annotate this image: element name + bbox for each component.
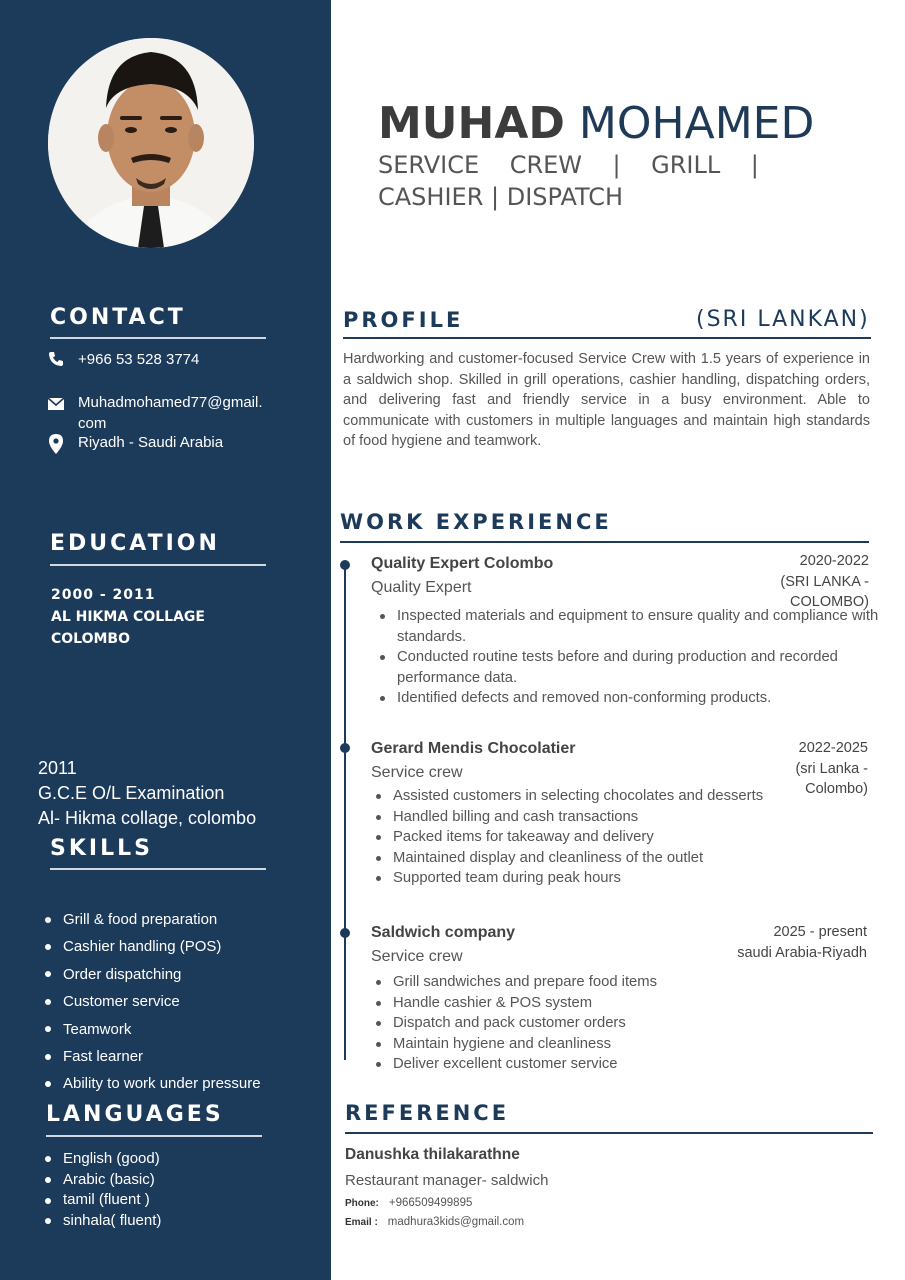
reference-phone[interactable]: +966509499895: [388, 1197, 473, 1209]
last-name: MOHAMED: [578, 98, 815, 149]
education-entry-1: [51, 584, 205, 650]
education-school-line-1: AL HIKMA COLLAGE: [51, 609, 205, 625]
email-line-2: com: [78, 415, 107, 432]
bullet-icon: [45, 1198, 51, 1204]
job-date-line: 2020-2022: [799, 553, 869, 569]
skill-item: [45, 906, 261, 933]
bullet-icon: [45, 999, 51, 1005]
work-experience-divider: [340, 541, 869, 543]
work-experience-heading: WORK EXPERIENCE: [340, 510, 612, 534]
timeline-dot: [340, 928, 350, 938]
contact-heading: CONTACT: [50, 305, 186, 330]
skills-list: [45, 906, 261, 1098]
job-date: [780, 551, 869, 613]
timeline-dot: [340, 560, 350, 570]
profile-divider: [343, 337, 871, 339]
mail-icon: [48, 392, 78, 416]
job-date-line: (SRI LANKA -: [780, 573, 869, 590]
job-role: Service crew: [371, 764, 463, 781]
location-pin-icon: [48, 434, 78, 458]
job-duty: Handled billing and cash transactions: [376, 807, 796, 828]
job-date-line: 2025 - present: [773, 924, 867, 940]
skill-item: [45, 1070, 261, 1097]
language-label: Arabic (basic): [63, 1170, 155, 1188]
job-role: Quality Expert: [371, 579, 472, 596]
reference-heading: REFERENCE: [345, 1101, 510, 1125]
education-school-line-2: COLOMBO: [51, 631, 131, 647]
job-duty: Deliver excellent customer service: [376, 1054, 796, 1075]
job-company: Gerard Mendis Chocolatier: [371, 740, 576, 757]
contact-phone-row: [48, 351, 199, 371]
skill-label: Order dispatching: [63, 965, 182, 983]
bullet-icon: [45, 1054, 51, 1060]
skill-label: Grill & food preparation: [63, 911, 218, 928]
education-entry-2: [38, 756, 256, 831]
job-duty: Handle cashier & POS system: [376, 993, 796, 1014]
job-date: [737, 922, 867, 963]
job-date-line: (sri Lanka -: [795, 760, 868, 777]
education-years: 2000 - 2011: [51, 587, 156, 603]
job-date-line: COLOMBO): [790, 594, 869, 610]
job-duties: [380, 606, 880, 709]
skill-label: Ability to work under pressure: [63, 1075, 261, 1093]
bullet-icon: [45, 1026, 51, 1032]
bullet-icon: [45, 1177, 51, 1183]
job-role: Service crew: [371, 948, 463, 965]
contact-location-row: [48, 434, 223, 458]
email-line-1: Muhadmohamed77@gmail.: [78, 394, 263, 411]
skill-item: [45, 1043, 261, 1070]
portrait-image: [48, 38, 254, 248]
job-duty: Maintained display and cleanliness of the outlet: [376, 848, 796, 869]
skills-heading: SKILLS: [50, 836, 153, 861]
candidate-name: [378, 98, 814, 149]
education-exam: G.C.E O/L Examination: [38, 783, 225, 803]
reference-phone-row: [345, 1197, 472, 1209]
reference-email-row: [345, 1216, 524, 1228]
education-school-2: Al- Hikma collage, colombo: [38, 808, 257, 828]
languages-list: [45, 1149, 161, 1232]
nationality: (SRI LANKAN): [696, 307, 870, 332]
job-duty: Dispatch and pack customer orders: [376, 1013, 796, 1034]
reference-divider: [345, 1132, 873, 1134]
bullet-icon: [45, 1156, 51, 1162]
profile-summary: Hardworking and customer-focused Service Crew with 1.5 years of experience in a saldwich shop. Skilled in grill operations, cashier handling, dispatching orders, and delivering fast and friendly service in a busy environment. Able to communicate with customers in multiple languages and maintain high standards of food hygiene and teamwork.: [343, 351, 870, 450]
job-duty: Packed items for takeaway and delivery: [376, 827, 796, 848]
job-duty: Supported team during peak hours: [376, 868, 796, 889]
profile-heading: PROFILE: [343, 308, 464, 332]
skills-divider: [50, 868, 266, 870]
bullet-icon: [45, 1218, 51, 1224]
job-title-line-1: SERVICE CREW | GRILL |: [378, 151, 759, 179]
job-date-line: saudi Arabia-Riyadh: [737, 944, 867, 961]
skill-item: [45, 988, 261, 1015]
contact-email-row: [48, 392, 263, 434]
job-date-line: 2022-2025: [798, 740, 868, 756]
email-text[interactable]: [78, 392, 263, 434]
bullet-icon: [45, 971, 51, 977]
language-label: sinhala( fluent): [63, 1212, 162, 1230]
sidebar: [0, 0, 331, 1280]
language-item: [45, 1190, 161, 1211]
phone-icon: [48, 351, 78, 371]
job-duty: Grill sandwiches and prepare food items: [376, 972, 796, 993]
job-company: Quality Expert Colombo: [371, 555, 554, 572]
job-duty: Maintain hygiene and cleanliness: [376, 1034, 796, 1055]
language-item: [45, 1170, 161, 1191]
bullet-icon: [45, 944, 51, 950]
skill-label: Fast learner: [63, 1047, 144, 1065]
skill-label: Cashier handling (POS): [63, 938, 222, 956]
job-date-line: Colombo): [805, 781, 868, 797]
first-name: MUHAD: [378, 98, 565, 149]
language-item: [45, 1211, 161, 1232]
languages-heading: LANGUAGES: [46, 1102, 224, 1127]
job-duties: [376, 786, 796, 889]
job-duty: Assisted customers in selecting chocolates and desserts: [376, 786, 796, 807]
languages-divider: [46, 1135, 262, 1137]
reference-role: Restaurant manager- saldwich: [345, 1172, 549, 1189]
reference-email[interactable]: madhura3kids@gmail.com: [387, 1216, 525, 1228]
skill-item: [45, 1016, 261, 1043]
language-label: tamil (fluent ): [63, 1191, 150, 1209]
language-item: [45, 1149, 161, 1170]
reference-email-label: Email :: [345, 1217, 378, 1228]
reference-phone-label: Phone:: [345, 1198, 379, 1209]
bullet-icon: [45, 1081, 51, 1087]
timeline-dot: [340, 743, 350, 753]
job-duties: [376, 972, 796, 1075]
location-text: Riyadh - Saudi Arabia: [78, 434, 224, 451]
skill-item: [45, 961, 261, 988]
reference-name: Danushka thilakarathne: [345, 1146, 520, 1163]
job-duty: Inspected materials and equipment to ensure quality and compliance with standards.: [380, 606, 880, 647]
job-title-line-2: CASHIER | DISPATCH: [378, 183, 624, 211]
education-heading: EDUCATION: [50, 531, 220, 556]
timeline-line: [344, 565, 346, 1060]
skill-label: Teamwork: [63, 1020, 132, 1038]
education-year-2: 2011: [38, 758, 77, 778]
job-duty: Identified defects and removed non-conforming products.: [380, 688, 880, 709]
bullet-icon: [45, 917, 51, 923]
skill-item: [45, 933, 261, 960]
skill-label: Customer service: [63, 993, 180, 1011]
job-company: Saldwich company: [371, 924, 516, 941]
phone-text: +966 53 528 3774: [78, 351, 200, 368]
contact-divider: [50, 337, 266, 339]
job-date: [795, 738, 868, 800]
profile-photo: [48, 38, 254, 248]
language-label: English (good): [63, 1150, 160, 1167]
job-duty: Conducted routine tests before and during production and recorded performance data.: [380, 647, 880, 688]
education-divider: [50, 564, 266, 566]
